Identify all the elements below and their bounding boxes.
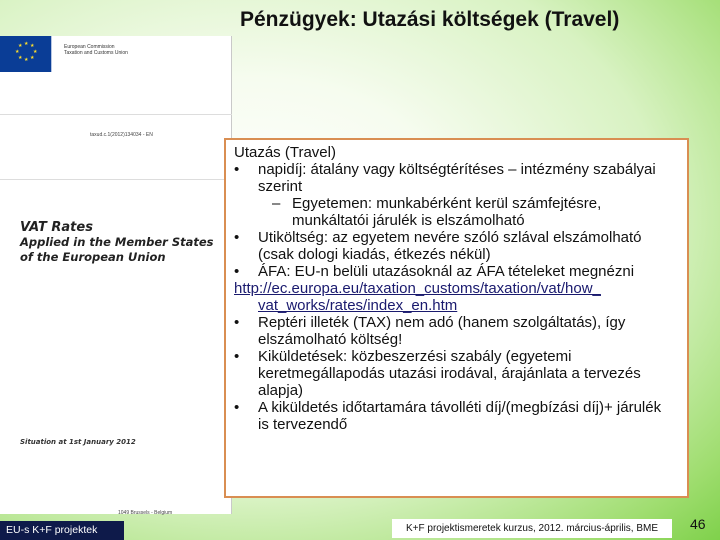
footer-course-label: K+F projektismeretek kurzus, 2012. március-április, BME bbox=[392, 519, 672, 538]
bullet-list bbox=[234, 314, 673, 433]
content-box bbox=[224, 138, 689, 498]
document-reference: taxud.c.1(2012)134034 - EN bbox=[90, 132, 153, 138]
bullet-item: • A kiküldetés időtartamára távolléti díj/(megbízási díj)+ járulék is tervezendő bbox=[234, 399, 673, 433]
bullet-item: • napidíj: átalány vagy költségtérítéses – intézmény szabályai szerint bbox=[234, 161, 673, 195]
content-heading: Utazás (Travel) bbox=[234, 144, 336, 161]
divider bbox=[0, 179, 232, 180]
document-title-line-1: VAT Rates bbox=[20, 220, 93, 235]
page-number: 46 bbox=[690, 516, 706, 532]
bullet-item: • Reptéri illeték (TAX) nem adó (hanem szolgáltatás), így elszámolható költség! bbox=[234, 314, 673, 348]
bullet-item: • ÁFA: EU-n belüli utazásoknál az ÁFA tételeket megnézni bbox=[234, 263, 673, 280]
document-organization bbox=[64, 44, 224, 56]
bullet-list bbox=[234, 161, 673, 280]
document-preview bbox=[0, 36, 232, 514]
eu-flag-logo: ★ ★ ★ ★ ★ ★ ★ ★ bbox=[0, 36, 52, 72]
document-situation: Situation at 1st January 2012 bbox=[20, 438, 136, 446]
link-line-1: http://ec.europa.eu/taxation_customs/taxation/vat/how_ bbox=[234, 280, 601, 297]
org-line-1: European Commission bbox=[64, 44, 115, 50]
footer-left-label: EU-s K+F projektek bbox=[0, 521, 124, 540]
sub-bullet-item: – Egyetemen: munkabérként kerül számfejtésre, munkáltatói járulék is elszámolható bbox=[234, 195, 673, 229]
vat-rates-link[interactable] bbox=[234, 280, 673, 314]
divider bbox=[0, 114, 232, 115]
bullet-item: • Utiköltség: az egyetem nevére szóló szlával elszámolható (csak dologi kiadás, étkezés nékül) bbox=[234, 229, 673, 263]
document-title bbox=[20, 220, 220, 265]
slide-title: Pénzügyek: Utazási költségek (Travel) bbox=[240, 8, 620, 31]
document-footer: 1049 Brussels - Belgium bbox=[118, 510, 173, 516]
org-line-2: Taxation and Customs Union bbox=[64, 50, 128, 56]
link-line-2: vat_works/rates/index_en.htm bbox=[258, 297, 458, 314]
document-title-line-2: Applied in the Member States bbox=[20, 235, 214, 249]
bullet-item: • Kiküldetések: közbeszerzési szabály (egyetemi keretmegállapodás utazási irodával, árajánlata a tervezés alapja) bbox=[234, 348, 673, 399]
document-title-line-3: of the European Union bbox=[20, 250, 166, 264]
